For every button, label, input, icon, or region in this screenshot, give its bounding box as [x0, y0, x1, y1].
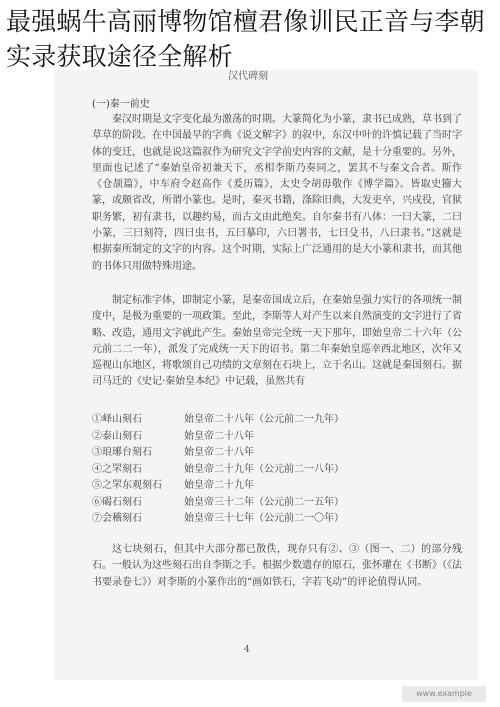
stone-date: 始皇帝二十八年 — [184, 430, 254, 442]
stone-date: 始皇帝二十九年（公元前二一八年） — [184, 463, 344, 475]
table-row — [92, 427, 452, 444]
stone-name: ①峄山刻石 — [92, 414, 142, 425]
stone-name: ⑥碣石刻石 — [92, 496, 142, 508]
table-row — [92, 476, 452, 493]
stone-date: 始皇帝二十八年 — [184, 447, 254, 458]
table-row — [92, 410, 452, 427]
stone-name: ⑤之罘东观刻石 — [92, 480, 162, 491]
stone-date: 始皇帝二十八年（公元前二一九年） — [184, 414, 344, 425]
stone-inscription-table — [92, 410, 452, 526]
table-row — [92, 493, 452, 510]
running-head: 汉代碑刻 — [228, 71, 268, 82]
section-heading: (一)秦一前史 — [92, 99, 150, 110]
page-number: 4 — [244, 645, 250, 655]
body-paragraph-2: 制定标准字体，即制定小篆，是秦帝国成立后，在秦始皇强力实行的各项统一制度中，是极为重要的一项政策。至此，李斯等人对产生以来自然演变的文字进行了省略、改造，通用文字就此产生。秦始皇帝完全统一天下那年，即始皇帝二十六年（公元前二二一年），派发了完成统一天下的诏书。第二年秦始皇巡幸西北地区，次年又巡视山东地区，将歌颂自己功绩的文章刻在石块上，立于名山。这就是秦国刻石。据司马迁的《史记·秦始皇本纪》中记载，虽然共有 — [92, 295, 462, 388]
stone-date: 始皇帝二十九年 — [184, 480, 254, 491]
watermark-badge: www.example — [402, 686, 486, 702]
overlay-title: 最强蜗牛高丽博物馆檀君像训民正音与李朝实录获取途径全解析 — [6, 7, 485, 71]
stone-name: ④之罘刻石 — [92, 463, 142, 475]
stone-name: ⑦会稽刻石 — [92, 513, 142, 524]
stone-name: ③琅琊台刻石 — [92, 447, 152, 458]
table-row — [92, 443, 452, 460]
stone-name: ②泰山刻石 — [92, 430, 142, 442]
stone-date: 始皇帝三十二年（公元前二一五年） — [184, 496, 344, 508]
body-paragraph-1: 秦汉时期是文字变化最为激荡的时期。大篆简化为小篆，隶书已成熟，草书到了草草的阶段。在中国最早的字典《说文解字》的叙中，东汉中叶的许慎记载了当时字体的变迁，也就是说这篇叙作为研究文字学前史内容的文献，是十分重要的。另外，里面也记述了“秦始皇帝初兼天下，丞相李斯乃奏同之，罢其不与秦文合者。斯作《仓颉篇》，中车府令赵高作《爰历篇》，太史令胡毋敬作《博学篇》。皆取史籀大篆，或颇省改，所谓小篆也。是时，秦灭书籍，涤除旧典，大发吏卒，兴戍役，官狱职务繁，初有隶书，以趣约易，而古文由此绝矣。自尔秦书有八体：一曰大篆，二曰小篆，三曰刻符，四曰虫书，五曰摹印，六曰署书，七曰殳书，八曰隶书。”这就是根据秦所制定的文字的内容。这个时期，实际上广泛通用的是大小篆和隶书，而其他的书体只用做特殊用途。 — [92, 114, 462, 272]
table-row — [92, 460, 452, 477]
stone-date: 始皇帝三十七年（公元前二一〇年） — [184, 513, 344, 524]
table-row — [92, 509, 452, 526]
body-paragraph-3: 这七块刻石，但其中大部分都已散佚，现存只有②、③（图一、二）的部分残石。一般认为这些刻石出自李斯之手。根据少数遗存的原石，张怀瓘在《书断》（《法书要录卷七》）对李斯的小篆作出的“画如铁石，字若飞动”的评论值得认同。 — [92, 544, 462, 588]
